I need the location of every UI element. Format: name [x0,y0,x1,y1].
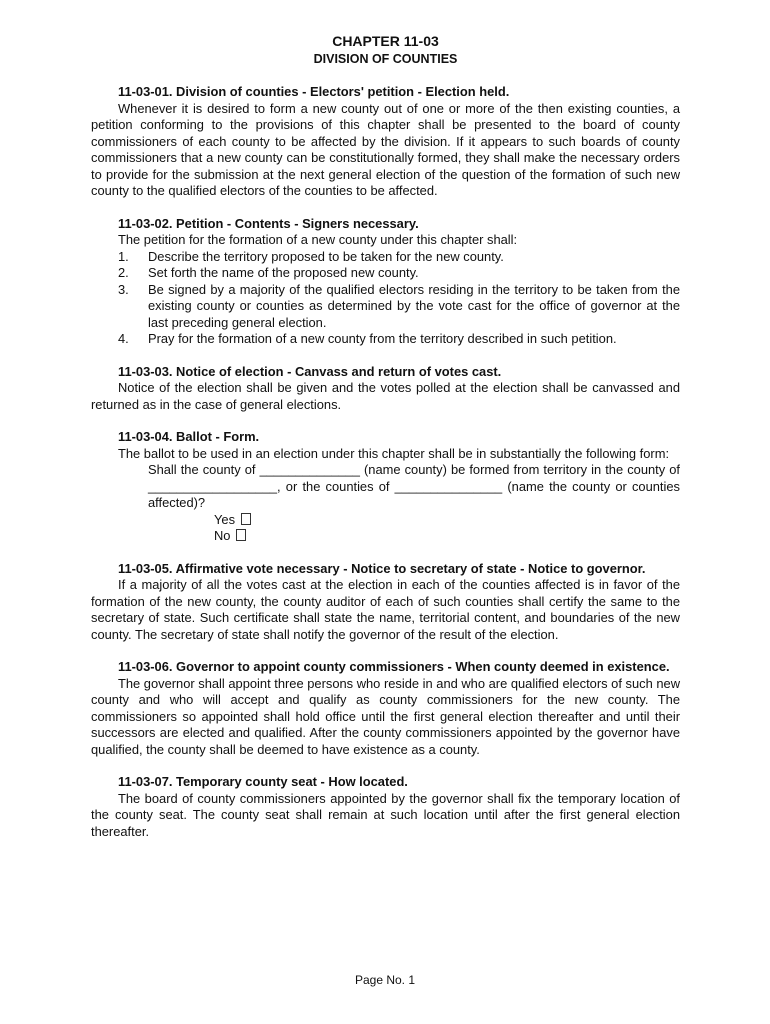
section-heading: 11-03-01. Division of counties - Electors' petition - Election held. [118,84,510,99]
checkbox-icon [241,513,251,525]
list-item-number: 4. [118,331,129,346]
no-label: No [214,528,231,543]
section-body: The ballot to be used in an election under this chapter shall be in substantially the following form: [118,445,670,461]
section-body: Notice of the election shall be given and the votes polled at the election shall be canvassed and returned as in the case of general elections. [91,380,680,412]
list-item-number: 3. [118,281,129,297]
list-item-text: Set forth the name of the proposed new county. [148,265,419,280]
section-body: The board of county commissioners appointed by the governor shall fix the temporary location of the county seat. The county seat shall remain at such location until after the first general election thereafter. [91,790,680,839]
section-11-03-05 [91,561,680,644]
section-body: Whenever it is desired to form a new county out of one or more of the then existing counties, a petition conforming to the provisions of this chapter shall be presented to the board of county commissioners of each county to be affected by the division. If it appears to such boards of county commissioners that a new county can be constitutionally formed, they shall make the necessary orders to provide for the submission at the next general election of the question of the formation of such new county to the qualified electors of the counties to be affected. [91,100,680,198]
chapter-title: CHAPTER 11-03 [332,33,439,49]
chapter-subtitle: DIVISION OF COUNTIES [313,52,458,66]
list-item [91,265,680,282]
list-item [91,249,680,266]
section-heading: 11-03-04. Ballot - Form. [118,429,260,444]
section-heading: 11-03-03. Notice of election - Canvass and return of votes cast. [118,363,502,379]
page-number: Page No. 1 [354,973,416,987]
list-item-number: 1. [118,248,129,264]
section-11-03-06 [91,659,680,758]
petition-requirements-list [91,249,680,348]
section-body: The governor shall appoint three persons who reside in and who are qualified electors of such new county and who will accept and qualify as county commissioners for the new county. The commissioners so appointed shall hold office until the first general election thereafter and until their successors are elected and qualified. After the county commissioners appointed by the governor have qualified, the county shall be deemed to have existence as a county. [91,675,680,757]
list-item [91,282,680,332]
ballot-form-text: Shall the county of ______________ (name county) be formed from territory in the county of __________________, or the counties of _______________ (name the county or counties affected)? [148,462,680,510]
list-item [91,331,680,348]
section-11-03-01 [91,84,680,200]
section-heading: 11-03-07. Temporary county seat - How located. [118,774,408,789]
section-11-03-02 [91,216,680,348]
ballot-option-no [214,528,680,545]
list-item-number: 2. [118,265,129,280]
section-11-03-07 [91,774,680,840]
section-heading: 11-03-02. Petition - Contents - Signers necessary. [118,215,419,231]
section-11-03-03 [91,364,680,414]
yes-label: Yes [214,511,236,527]
list-item-text: Describe the territory proposed to be taken for the new county. [148,248,504,264]
list-item-text: Be signed by a majority of the qualified electors residing in the territory to be taken from the existing county or counties as determined by the vote cast for the office of governor at the last preceding general election. [148,281,680,330]
section-heading: 11-03-05. Affirmative vote necessary - Notice to secretary of state - Notice to governor. [118,560,646,576]
section-11-03-04 [91,429,680,545]
section-body: If a majority of all the votes cast at the election in each of the counties affected is in favor of the formation of the new county, the county auditor of each of such counties shall certify the same to the secretary of state. Such certificate shall state the name, territorial content, and boundaries of the new county. The secretary of state shall notify the governor of the result of the election. [91,577,680,642]
document-page [91,33,680,840]
list-item-text: Pray for the formation of a new county from the territory described in such petition. [148,331,617,346]
checkbox-icon [236,529,246,541]
section-heading: 11-03-06. Governor to appoint county commissioners - When county deemed in existence. [118,659,670,674]
ballot-option-yes [214,512,680,529]
section-intro: The petition for the formation of a new county under this chapter shall: [118,232,518,247]
